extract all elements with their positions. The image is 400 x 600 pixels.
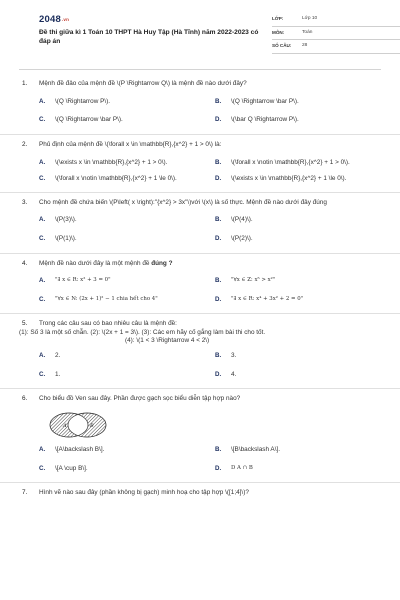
- option-letter: C.: [39, 235, 46, 243]
- option-letter: C.: [39, 175, 46, 183]
- option-b[interactable]: [215, 277, 381, 285]
- option-a[interactable]: [39, 352, 205, 361]
- page-header: [20, 0, 378, 70]
- header-divider: [19, 69, 381, 70]
- option-text: \(Q \Rightarrow \bar P\).: [231, 97, 299, 105]
- option-d[interactable]: [215, 371, 381, 380]
- option-text: 4.: [231, 370, 237, 378]
- option-letter: A.: [39, 97, 46, 105]
- question-divider: [0, 313, 400, 314]
- option-letter: B.: [215, 97, 222, 105]
- option-a[interactable]: [39, 159, 205, 168]
- question-stem: Phủ định của mệnh đề \(\forall x \in \mathbb{R},{x^2} + 1 > 0\) là:: [39, 140, 222, 148]
- question-number: 2.: [22, 140, 28, 148]
- option-letter: B.: [215, 352, 222, 360]
- option-text: \(\forall x \notin \mathbb{R},{x^2} + 1 > 0\).: [231, 158, 350, 166]
- option-letter: D.: [215, 295, 222, 303]
- meta-value: Toán: [302, 29, 313, 35]
- option-text: \[A \cup B\].: [55, 464, 88, 472]
- option-b[interactable]: [215, 446, 381, 455]
- question-stem-line: (4): \(1 < 3 \Rightarrow 4 < 2\): [125, 337, 210, 345]
- question-divider: [0, 388, 400, 389]
- meta-value: 28: [302, 43, 308, 49]
- option-letter: D.: [215, 370, 222, 378]
- site-logo[interactable]: [39, 14, 69, 27]
- option-letter: C.: [39, 295, 46, 303]
- options-grid: [39, 159, 381, 184]
- question-stem: Mệnh đề đảo của mệnh đề \(P \Rightarrow Q\) là mệnh đề nào dưới đây?: [39, 80, 247, 87]
- option-text: \(P(1)\).: [55, 235, 77, 243]
- option-a[interactable]: [39, 277, 205, 285]
- option-letter: C.: [39, 464, 46, 472]
- question-number: 3.: [22, 198, 28, 206]
- question-3: [19, 199, 381, 244]
- options-grid: [39, 446, 381, 473]
- option-b[interactable]: [215, 159, 381, 168]
- option-text: \(Q \Rightarrow \bar P\).: [55, 116, 123, 124]
- question-stem-line: (1): Số 3 là một số chẵn. (2): \(2x + 1 = 3\). (3): Các em hãy cố gắng làm bài thi cho tốt.: [19, 328, 266, 336]
- option-a[interactable]: [39, 98, 205, 107]
- option-letter: D.: [215, 175, 222, 183]
- option-d[interactable]: [215, 296, 381, 304]
- option-c[interactable]: [39, 296, 205, 304]
- option-c[interactable]: [39, 235, 205, 244]
- option-letter: B.: [215, 216, 222, 224]
- meta-key: MÔN:: [272, 29, 285, 35]
- question-divider: [0, 134, 400, 135]
- option-letter: A.: [39, 277, 46, 285]
- question-number: 1.: [22, 80, 28, 87]
- venn-label-b: B: [90, 422, 94, 429]
- meta-key: SỐ CÂU:: [272, 43, 292, 49]
- question-stem: Hình vẽ nào sau đây (phần không bị gạch) minh hoạ cho tập hợp \([1;4]\)?: [39, 489, 249, 497]
- question-1: [19, 80, 381, 125]
- option-text: D A ∩ B: [231, 464, 253, 471]
- option-text: 1.: [55, 370, 61, 378]
- option-c[interactable]: [39, 175, 205, 184]
- logo-suffix: .vn: [61, 17, 70, 22]
- option-b[interactable]: [215, 352, 381, 361]
- meta-row-count: [272, 40, 400, 54]
- options-grid: [39, 98, 381, 125]
- option-letter: D.: [215, 464, 222, 472]
- question-divider: [0, 253, 400, 254]
- option-text: \(\bar Q \Rightarrow P\).: [231, 116, 299, 124]
- option-text: "∃ x ∈ R: x⁴ + 3x² + 2 = 0": [231, 295, 304, 302]
- exam-title: Đề thi giữa kì 1 Toán 10 THPT Hà Huy Tập (Hà Tĩnh) năm 2022-2023 có đáp án: [39, 29, 259, 45]
- option-text: "∃ x ∈ R: x² + 3 = 0": [55, 277, 111, 284]
- option-text: \(Q \Rightarrow P\).: [55, 97, 111, 105]
- question-2: [19, 141, 381, 184]
- question-number: 6.: [22, 395, 28, 403]
- option-text: \(\exists x \in \mathbb{R},{x^2} + 1 \le 0\).: [231, 175, 347, 183]
- option-d[interactable]: [215, 465, 381, 474]
- option-text: "∀x ∈ Z: x⁵ > x²": [231, 277, 276, 284]
- question-stem: Cho mệnh đề chứa biến \(P\left( x \right):"{x^2} > 3x"\)với \(x\) là số thực. Mệnh đề nào dưới đây đúng: [39, 198, 327, 206]
- question-number: 5.: [22, 320, 28, 328]
- question-stem: Cho biểu đồ Ven sau đây. Phần được gạch sọc biểu diễn tập hợp nào?: [39, 395, 241, 403]
- options-grid: [39, 216, 381, 243]
- meta-row-subject: [272, 27, 400, 41]
- option-c[interactable]: [39, 116, 205, 125]
- option-b[interactable]: [215, 216, 381, 225]
- options-grid: [39, 277, 381, 304]
- logo-text: 2048: [39, 14, 61, 25]
- option-a[interactable]: [39, 216, 205, 225]
- option-a[interactable]: [39, 446, 205, 455]
- question-4: [19, 260, 381, 304]
- option-letter: B.: [215, 158, 222, 166]
- question-list: [19, 76, 381, 498]
- options-grid: [39, 352, 381, 379]
- question-7: [19, 489, 381, 498]
- option-text: \(\forall x \notin \mathbb{R},{x^2} + 1 \le 0\).: [55, 175, 177, 183]
- question-divider: [0, 192, 400, 193]
- meta-value: Lớp 10: [302, 16, 318, 22]
- option-d[interactable]: [215, 235, 381, 244]
- question-number: 4.: [22, 259, 28, 267]
- question-stem: [39, 260, 381, 269]
- question-stem: Trong các câu sau có bao nhiêu câu là mệnh đề:: [39, 320, 177, 328]
- option-text: \[A\backslash B\].: [55, 445, 105, 453]
- venn-label-a: A: [63, 422, 67, 429]
- question-6: [19, 395, 381, 473]
- option-text: \(P(2)\).: [231, 235, 253, 243]
- exam-meta-table: [272, 13, 400, 54]
- venn-diagram-svg: [43, 410, 113, 440]
- option-letter: A.: [39, 216, 46, 224]
- option-letter: C.: [39, 116, 46, 124]
- option-d[interactable]: [215, 116, 381, 125]
- option-b[interactable]: [215, 98, 381, 107]
- option-letter: A.: [39, 352, 46, 360]
- option-d[interactable]: [215, 175, 381, 184]
- option-letter: B.: [215, 445, 222, 453]
- option-letter: B.: [215, 277, 222, 285]
- venn-diagram: [43, 410, 113, 440]
- option-letter: D.: [215, 116, 222, 124]
- option-c[interactable]: [39, 371, 205, 380]
- option-text: \(P(4)\).: [231, 216, 253, 224]
- question-5: [19, 320, 381, 379]
- question-divider: [0, 482, 400, 483]
- option-c[interactable]: [39, 465, 205, 474]
- option-letter: A.: [39, 445, 46, 453]
- option-text: \(P(3)\).: [55, 216, 77, 224]
- option-letter: D.: [215, 235, 222, 243]
- meta-key: LỚP:: [272, 16, 284, 22]
- question-stem-emphasis: đúng ?: [151, 259, 173, 267]
- question-number: 7.: [22, 489, 28, 497]
- option-letter: A.: [39, 158, 46, 166]
- option-text: \[B\backslash A\].: [231, 445, 281, 453]
- option-text: \(\exists x \in \mathbb{R},{x^2} + 1 > 0\).: [55, 158, 168, 166]
- meta-row-class: [272, 13, 400, 27]
- option-text: "∀x ∈ N: (2x + 1)² − 1 chia hết cho 4": [55, 295, 158, 302]
- option-letter: C.: [39, 370, 46, 378]
- question-stem-text: Mệnh đề nào dưới đây là một mệnh đề: [39, 259, 152, 267]
- option-text: 2.: [55, 352, 61, 360]
- option-text: 3.: [231, 352, 237, 360]
